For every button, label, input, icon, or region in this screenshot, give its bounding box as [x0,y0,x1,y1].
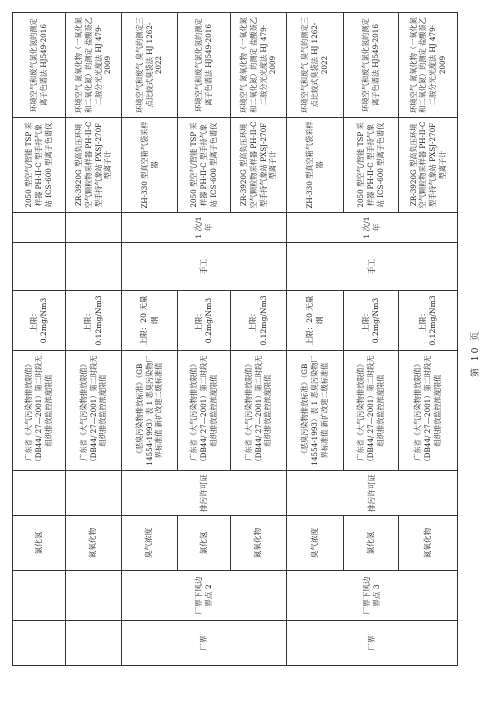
frequency-cell: 1 次/1 年 [122,213,287,243]
instrument-cell [344,118,399,213]
method-cell: 环境空气 氮氧化物（一氧化氮和二氧化氮）的测定 盐酸萘乙二胺分光光度法 HJ 479-2009 [399,13,458,118]
sampler-text: ZH-330 型真空箱气袋采样器 [305,121,324,209]
limit-cell: 上限：0.12mg/Nm3 [66,291,122,351]
method-cell: 环境空气和废气氯化氢的测定离子色谱法 HJ549-2016 [344,13,399,118]
point-cell: 厂界下风边界点 2 [122,571,287,621]
blank-cell [13,571,66,621]
boundary-cell: 厂界 [122,621,287,666]
instrument-text: PH-II-C 型手持气象站 ICS-600 型离子色谱仪 [366,122,385,208]
standard-cell: 广东省《大气污染物排放限值》（DB44/ 27—2001）第二时段无组织排放监控浓度限值 [13,351,66,471]
pollutant-cell: 氯化氢 [178,516,231,571]
blank-cell [13,213,66,243]
limit-cell: 上限：0.2mg/Nm3 [13,291,66,351]
blank-cell [66,471,122,516]
pollutant-cell: 氮氧化物 [399,516,458,571]
method-cell: 环境空气 氮氧化物（一氧化氮和二氧化氮）的测定 盐酸萘乙二胺分光光度法 HJ 479-2009 [231,13,287,118]
permit-cell: 排污许可证 [122,471,287,516]
blank-cell [66,213,122,243]
table-row [178,13,231,666]
method-type-cell: 手工 [287,243,458,291]
table-row [344,13,399,666]
instrument-cell [399,118,458,213]
standard-cell: 广东省《大气污染物排放限值》（DB44/ 27—2001）第二时段无组织排放监控浓度限值 [344,351,399,471]
method-cell: 环境空气 氮氧化物（一氧化氮和二氧化氮）的测定 盐酸萘乙二胺分光光度法 HJ 479-2009 [66,13,122,118]
instrument-text: PH-II-C 型手持气象站 ICS-600 型离子色谱仪 [34,122,53,208]
blank-cell [66,243,122,291]
boundary-cell: 厂界 [287,621,458,666]
blank-cell [66,571,122,621]
limit-cell: 上限：0.2mg/Nm3 [178,291,231,351]
table-row [13,13,66,666]
limit-cell: 上限：0.12mg/Nm3 [231,291,287,351]
method-cell: 环境空气和废气 臭气的测定三点比较式臭袋法 HJ 1262-2022 [122,13,178,118]
instrument-text: PH-II-C 型手持气象站 ICS-600 型离子色谱仪 [199,122,218,208]
standard-cell: 广东省《大气污染物排放限值》（DB44/ 27—2001）第二时段无组织排放监控浓度限值 [231,351,287,471]
limit-cell: 上限：0.12mg/Nm3 [399,291,458,351]
table-row [231,13,287,666]
page-number: 第 10 页 [471,329,481,377]
limit-cell: 上限：20 无量纲 [122,291,178,351]
instrument-cell [122,118,178,213]
sampler-text: ZR-3920G 型高负压环境空气颗粒物采样器 [239,123,258,209]
pollutant-cell: 氮氧化物 [66,516,122,571]
blank-cell [13,471,66,516]
instrument-text: PH-II-C 型手持气象站 PXSJ-270F 型离子计 [248,121,278,208]
point-cell: 厂界下风边界点 3 [287,571,458,621]
method-cell: 环境空气和废气氯化氢的测定离子色谱法 HJ549-2016 [178,13,231,118]
instrument-text: PH-II-C 型手持气象站 PXSJ-270F 型离子计 [418,121,447,208]
pollutant-cell: 氮氧化物 [231,516,287,571]
table-row [399,13,458,666]
method-cell: 环境空气和废气氯化氢的测定离子色谱法 HJ549-2016 [13,13,66,118]
standard-cell: 广东省《大气污染物排放限值》（DB44/ 27—2001）第二时段无组织排放监控浓度限值 [66,351,122,471]
instrument-cell [13,118,66,213]
sampler-text: ZR-3920G 型高负压环境空气颗粒物采样器 [74,123,93,209]
instrument-cell [178,118,231,213]
standard-cell: 《恶臭污染物排放标准》（GB 14554-1993）表 1 恶臭污染物厂界标准值 新扩改建二级标准值 [122,351,178,471]
blank-cell [13,621,66,666]
pollutant-cell: 氯化氢 [13,516,66,571]
standard-cell: 《恶臭污染物排放标准》（GB 14554-1993）表 1 恶臭污染物厂界标准值 新扩改建二级标准值 [287,351,344,471]
standard-cell: 广东省《大气污染物排放限值》（DB44/ 27—2001）第二时段无组织排放监控浓度限值 [178,351,231,471]
instrument-text: PH-II-C 型手持气象站 PXSJ-270F 型离子计 [83,121,113,208]
blank-cell [13,243,66,291]
pollutant-cell: 臭气浓度 [122,516,178,571]
standard-cell: 广东省《大气污染物排放限值》（DB44/ 27—2001）第二时段无组织排放监控浓度限值 [399,351,458,471]
sampler-text: 2050 型空气/智能 TSP 采样器 [356,122,376,208]
sampler-text: ZR-3920G 型高负压环境空气颗粒物采样器 [408,123,428,209]
table-row [122,13,178,666]
permit-cell: 排污许可证 [287,471,458,516]
method-cell: 环境空气和废气 臭气的测定三点比较式臭袋法 HJ 1262-2022 [287,13,344,118]
sampler-text: 2050 型空气/智能 TSP 采样器 [24,122,44,208]
instrument-cell [66,118,122,213]
monitoring-table [12,12,458,666]
instrument-cell [287,118,344,213]
sampler-text: 2050 型空气/智能 TSP 采样器 [189,122,209,208]
pollutant-cell: 氯化氢 [344,516,399,571]
frequency-cell: 1 次/1 年 [287,213,458,243]
sampler-text: ZH-330 型真空箱气袋采样器 [139,121,159,209]
table-row [287,13,344,666]
instrument-cell [231,118,287,213]
pollutant-cell: 臭气浓度 [287,516,344,571]
table-row [66,13,122,666]
limit-cell: 上限：0.2mg/Nm3 [344,291,399,351]
blank-cell [66,621,122,666]
limit-cell: 上限：20 无量纲 [287,291,344,351]
method-type-cell: 手工 [122,243,287,291]
